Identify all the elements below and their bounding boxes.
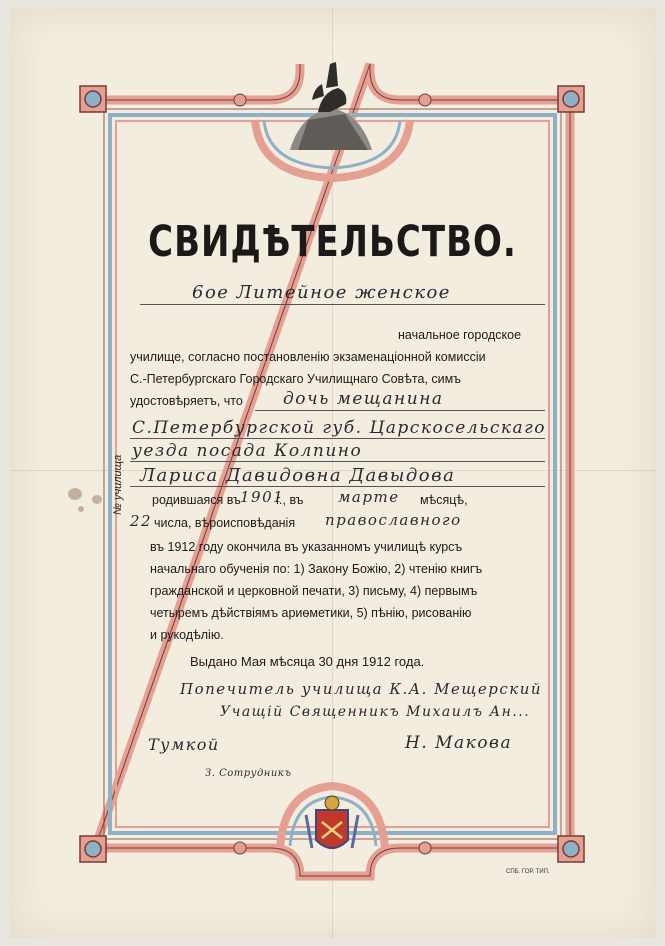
finish-text: въ 1912 году окончила въ указанномъ училищѣ курсъ (150, 540, 463, 554)
body-text-line: С.-Петербургскаго Городскаго Училищнаго Совѣта, симъ (130, 372, 461, 386)
document-title: СВИДѢТЕЛЬСТВО. (148, 217, 517, 267)
signature-left: Тумкой (148, 735, 220, 754)
school-number-label: № училища (112, 454, 124, 515)
emblem-coat-of-arms (306, 796, 358, 848)
month-word-text: мѣсяцѣ, (420, 493, 468, 507)
religion-handwritten: православного (325, 511, 462, 529)
signature-right: Н. Макова (405, 733, 513, 753)
student-name-handwritten: Лариса Давидовна Давыдова (140, 465, 456, 486)
fill-line (140, 304, 545, 305)
born-lead-text: родившаяся въ (152, 493, 241, 507)
course-text-line: четыремъ дѣйствіямъ ариѳметики, 5) пѣнію, рисованію (150, 606, 472, 620)
religion-lead-text: числа, вѣроисповѣданія (154, 516, 296, 530)
born-g-text: г., въ (276, 493, 304, 507)
fill-line (130, 486, 545, 487)
origin-handwritten-2: уезда посада Колпино (132, 441, 363, 461)
birth-day-handwritten: 22 (130, 512, 153, 530)
origin-handwritten-1: С.Петербургской губ. Царскосельскаго (132, 418, 547, 438)
school-name-handwritten: 6ое Литейное женское (192, 282, 451, 303)
signature-small: З. Сотрудникъ (205, 768, 292, 779)
status-handwritten: дочь мещанина (283, 389, 444, 409)
signature-trustee: Попечитель училища К.А. Мещерский (180, 680, 543, 698)
birth-year-handwritten: 1901 (240, 488, 285, 506)
fill-line (130, 461, 545, 462)
fill-line (130, 438, 545, 439)
signature-priest: Учащій Священникъ Михаилъ Ан... (220, 704, 531, 720)
printer-mark: СПБ. ГОР. ТИП. (506, 869, 550, 875)
school-type-text: начальное городское (398, 328, 522, 342)
fill-line (255, 410, 545, 411)
birth-month-handwritten: марте (338, 488, 400, 506)
body-text-line: удостовѣряетъ, что (130, 394, 243, 408)
course-text-line: и рукодѣлію. (150, 628, 224, 642)
course-text-line: гражданской и церковной печати, 3) письму, 4) первымъ (150, 584, 478, 598)
issued-date-text: Выдано Мая мѣсяца 30 дня 1912 года. (190, 654, 425, 669)
course-text-line: начальнаго обученія по: 1) Закону Божію, 2) чтенію книгъ (150, 562, 483, 576)
body-text-line: училище, согласно постановленію экзаменаціонной комиссіи (130, 350, 486, 364)
